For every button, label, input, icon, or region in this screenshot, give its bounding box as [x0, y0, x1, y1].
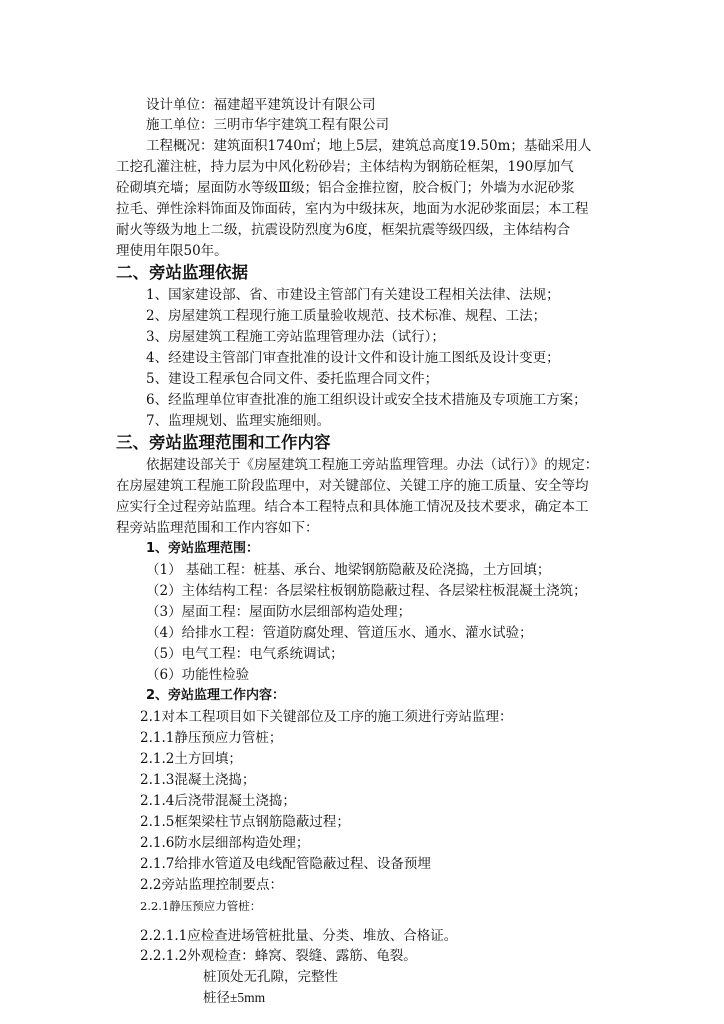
basis-item: 3、房屋建筑工程施工旁站监理管理办法（试行）； [146, 329, 445, 345]
check-item: 桩顶处无孔隙，完整性 [203, 969, 338, 984]
section-3-heading: 三、旁站监理范围和工作内容 [116, 433, 331, 452]
basis-item: 7、监理规划、监理实施细则。 [146, 413, 331, 429]
content-item: 2.2旁站监理控制要点： [140, 877, 283, 893]
scope-heading: 1、旁站监理范围： [146, 541, 260, 556]
content-heading: 2、旁站监理工作内容： [146, 688, 286, 703]
sub-heading: 2.2.1静压预应力管桩： [140, 899, 262, 913]
section-2-heading: 二、旁站监理依据 [116, 263, 248, 282]
content-item: 2.1对本工程项目如下关键部位及工序的施工须进行旁站监理： [140, 709, 513, 725]
basis-item: 1、国家建设部、省、市建设主管部门有关建设工程相关法律、法规； [146, 287, 560, 303]
content-item: 2.1.7给排水管道及电线配管隐蔽过程、设备预埋 [140, 856, 431, 872]
sub-item: 2.2.1.1应检查进场管桩批量、分类、堆放、合格证。 [140, 928, 458, 944]
check-item: 桩径±5mm [203, 990, 266, 1005]
overview-line: 理使用年限50年。 [116, 243, 228, 259]
overview-line: 拉毛、弹性涂料饰面及饰面砖，室内为中级抹灰，地面为水泥砂浆面层；本工程 [116, 201, 589, 217]
sub-item: 2.2.1.2外观检查：蜂窝、裂缝、露筋、龟裂。 [140, 948, 417, 964]
scope-item: （1） 基础工程：桩基、承台、地梁钢筋隐蔽及砼浇捣，土方回填； [146, 562, 551, 578]
content-item: 2.1.2土方回填； [140, 751, 242, 767]
scope-item: （5）电气工程：电气系统调试； [146, 646, 344, 662]
scope-item: （6）功能性检验 [146, 667, 250, 683]
design-unit: 设计单位：福建超平建筑设计有限公司 [146, 97, 376, 113]
content-item: 2.1.4后浇带混凝土浇捣； [140, 793, 296, 809]
content-item: 2.1.5框架梁柱节点钢筋隐蔽过程； [140, 814, 350, 830]
overview-line: 砼砌填充墙；屋面防水等级Ⅲ级；铝合金推拉窗，胶合板门；外墙为水泥砂浆 [116, 180, 575, 196]
basis-item: 6、经监理单位审查批准的施工组织设计或安全技术措施及专项施工方案； [146, 392, 587, 408]
content-item: 2.1.1静压预应力管桩； [140, 730, 283, 746]
scope-item: （3）屋面工程：屋面防水层细部构造处理； [146, 604, 412, 620]
overview-line: 耐火等级为地上二级，抗震设防烈度为6度，框架抗震等级四级，主体结构合 [116, 222, 571, 238]
content-item: 2.1.3混凝土浇捣； [140, 772, 256, 788]
scope-item: （2）主体结构工程：各层梁柱板钢筋隐蔽过程、各层梁柱板混凝土浇筑； [146, 583, 587, 599]
scope-item: （4）给排水工程：管道防腐处理、管道压水、通水、灌水试验； [146, 625, 533, 641]
basis-item: 4、经建设主管部门审查批准的设计文件和设计施工图纸及设计变更； [146, 350, 560, 366]
section-3-intro-line: 依据建设部关于《房屋建筑工程施工旁站监理管理。办法（试行）》的规定： [146, 457, 599, 473]
content-item: 2.1.6防水层细部构造处理； [140, 835, 310, 851]
section-3-intro-line: 在房屋建筑工程施工阶段监理中，对关键部位、关键工序的施工质量、安全等均 [116, 478, 589, 494]
overview-line: 工挖孔灌注桩，持力层为中风化粉砂岩；主体结构为钢筋砼框架，190厚加气 [116, 159, 574, 175]
construction-unit: 施工单位：三明市华宇建筑工程有限公司 [146, 117, 389, 133]
overview-line: 工程概况：建筑面积1740㎡；地上5层，建筑总高度19.50m；基础采用人 [146, 138, 592, 154]
section-3-intro-line: 程旁站监理范围和工作内容如下： [116, 520, 319, 536]
basis-item: 5、建设工程承包合同文件、委托监理合同文件； [146, 371, 439, 387]
section-3-intro-line: 应实行全过程旁站监理。结合本工程特点和具体施工情况及技术要求，确定本工 [116, 499, 589, 515]
basis-item: 2、房屋建筑工程现行施工质量验收规范、技术标准、规程、工法； [146, 308, 547, 324]
